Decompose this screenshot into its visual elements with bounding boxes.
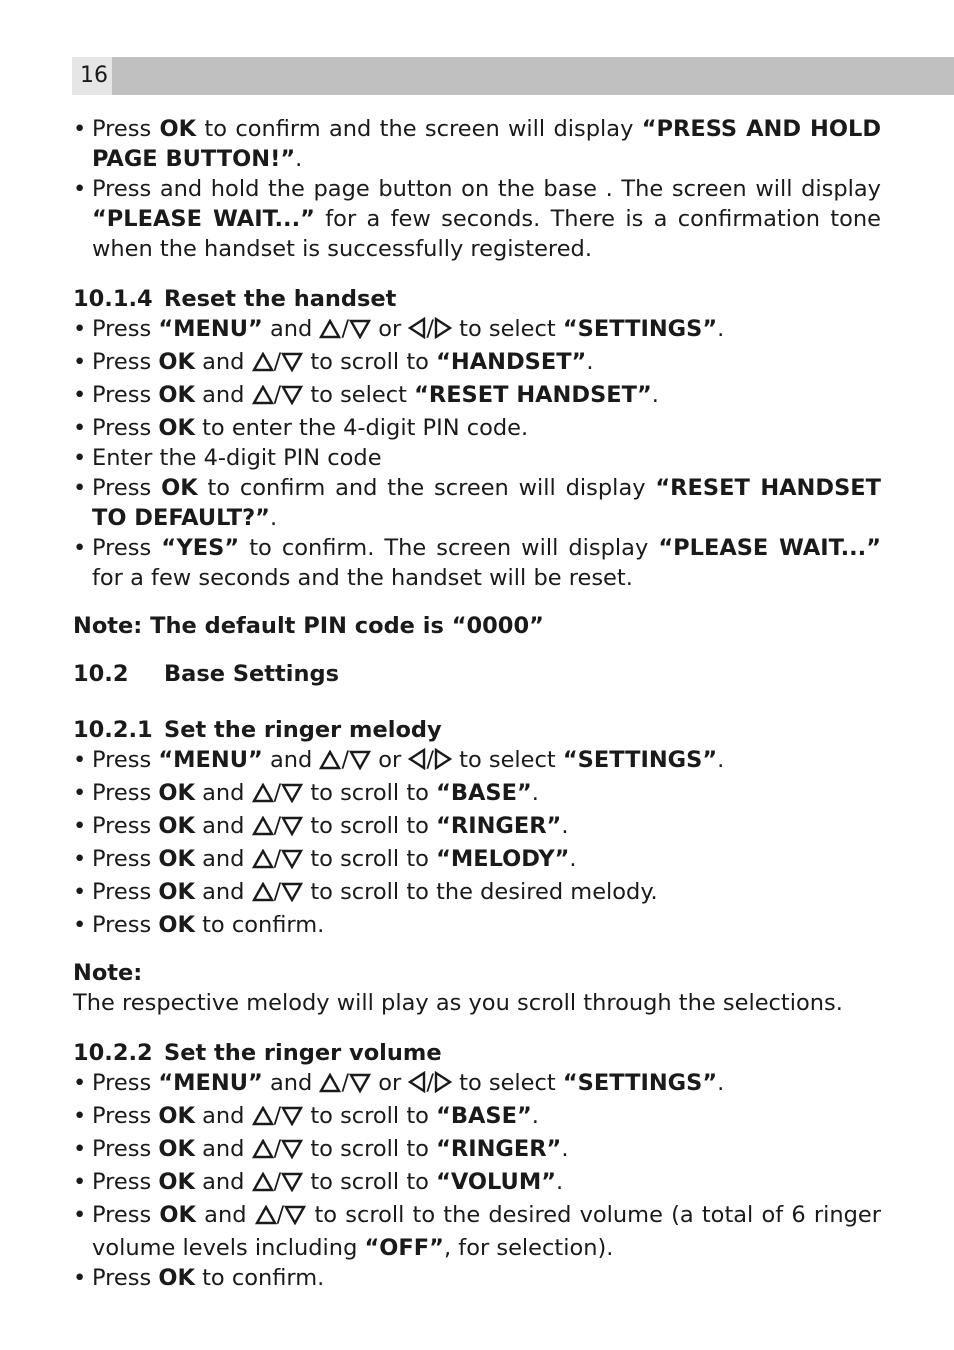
text: and: [262, 316, 320, 342]
text: and: [194, 349, 252, 375]
list-item: [73, 174, 881, 264]
section-number: 10.2.2: [73, 1040, 153, 1066]
text: and: [195, 1202, 255, 1228]
slash-separator: /: [273, 382, 282, 408]
down-arrow-icon: [349, 317, 371, 347]
down-arrow-icon: [281, 781, 303, 811]
text: and: [194, 879, 252, 905]
key-ok: OK: [161, 475, 198, 501]
text: to select: [451, 1070, 563, 1096]
bullet-dot: •: [73, 879, 87, 905]
key-ok: OK: [159, 1202, 196, 1228]
text: to confirm. The screen will display: [239, 535, 659, 561]
bullet-dot: •: [73, 1103, 87, 1129]
down-arrow-icon: [281, 1170, 303, 1200]
text: .: [295, 146, 303, 172]
text: to scroll to the desired volume (a total of 6 ringer volume levels including: [92, 1202, 881, 1261]
down-arrow-icon: [284, 1203, 306, 1233]
list-item: [73, 844, 881, 877]
right-arrow-icon: [434, 317, 452, 347]
key-ok: OK: [158, 846, 195, 872]
text: Press: [92, 1103, 159, 1129]
screen-message: “RESET HANDSET TO DEFAULT?”: [92, 475, 881, 531]
text: Press: [92, 1136, 159, 1162]
page-header-bar: [72, 57, 954, 95]
section-title: Set the ringer melody: [164, 717, 442, 743]
text: and: [194, 780, 252, 806]
text: .: [586, 349, 594, 375]
text: and: [262, 1070, 320, 1096]
bullet-dot: •: [73, 813, 87, 839]
text: for a few seconds and the handset will be reset.: [92, 565, 633, 591]
up-arrow-icon: [252, 781, 274, 811]
key-menu: “MENU”: [158, 1070, 263, 1096]
list-item: [73, 347, 881, 380]
text: , for selection).: [443, 1235, 614, 1261]
text: to enter the 4-digit PIN code.: [194, 415, 529, 441]
key-ok: OK: [158, 1136, 195, 1162]
text: .: [717, 316, 725, 342]
section-number: 10.1.4: [73, 286, 153, 312]
text: to confirm and the screen will display: [197, 475, 656, 501]
text: Press: [92, 475, 162, 501]
screen-message: “HANDSET”: [436, 349, 587, 375]
screen-message: “SETTINGS”: [562, 747, 718, 773]
down-arrow-icon: [281, 350, 303, 380]
text: .: [651, 382, 659, 408]
list-item: [73, 1263, 881, 1293]
up-arrow-icon: [255, 1203, 277, 1233]
slash-separator: /: [426, 1070, 434, 1096]
down-arrow-icon: [281, 847, 303, 877]
up-arrow-icon: [252, 880, 274, 910]
text: to scroll to: [303, 1103, 437, 1129]
slash-separator: /: [273, 813, 282, 839]
text: to select: [303, 382, 415, 408]
screen-message: “RINGER”: [436, 1136, 562, 1162]
list-item: [73, 1101, 881, 1134]
up-arrow-icon: [252, 1137, 274, 1167]
slash-separator: /: [426, 316, 434, 342]
bullet-dot: •: [73, 780, 87, 806]
text: Press: [92, 780, 159, 806]
right-arrow-icon: [434, 748, 452, 778]
screen-message: “PLEASE WAIT...”: [92, 206, 315, 232]
down-arrow-icon: [281, 814, 303, 844]
section-title: Set the ringer volume: [164, 1040, 442, 1066]
text: to confirm.: [194, 912, 325, 938]
list-item: [73, 443, 881, 473]
list-item: [73, 473, 881, 533]
list-item: [73, 1134, 881, 1167]
bullet-dot: •: [73, 382, 87, 408]
bullet-dot: •: [73, 1265, 87, 1291]
text: Press: [92, 747, 159, 773]
bullet-dot: •: [73, 475, 87, 501]
text: Press: [92, 1202, 160, 1228]
text: and: [194, 1136, 252, 1162]
text: for a few seconds. There is a confirmation tone when the handset is successfully registered.: [92, 206, 881, 262]
up-arrow-icon: [319, 317, 341, 347]
slash-separator: /: [273, 846, 282, 872]
section-title: Reset the handset: [164, 286, 397, 312]
text: Press: [92, 1265, 159, 1291]
text: to scroll to: [303, 780, 437, 806]
text: Enter the 4-digit PIN code: [92, 445, 382, 471]
section-number: 10.2: [73, 661, 129, 687]
text: .: [556, 1169, 564, 1195]
text: Press: [92, 846, 159, 872]
down-arrow-icon: [281, 880, 303, 910]
key-ok: OK: [159, 116, 197, 142]
bullet-dot: •: [73, 415, 87, 441]
section-heading: [73, 715, 881, 745]
text: and: [194, 813, 252, 839]
note-default-pin: Note: The default PIN code is “0000”: [73, 613, 544, 639]
text: Press: [92, 879, 159, 905]
slash-separator: /: [341, 316, 350, 342]
key-ok: OK: [158, 813, 195, 839]
slash-separator: /: [341, 747, 350, 773]
down-arrow-icon: [349, 748, 371, 778]
list-item: [73, 380, 881, 413]
key-ok: OK: [158, 415, 195, 441]
bullet-dot: •: [73, 316, 87, 342]
text: to scroll to: [303, 1136, 437, 1162]
slash-separator: /: [273, 780, 282, 806]
screen-message: “OFF”: [364, 1235, 444, 1261]
text: to select: [451, 747, 563, 773]
screen-message: “PLEASE WAIT...”: [658, 535, 881, 561]
bullet-dot: •: [73, 1169, 87, 1195]
list-item: [73, 1167, 881, 1200]
up-arrow-icon: [252, 350, 274, 380]
slash-separator: /: [276, 1202, 285, 1228]
text: Press: [92, 116, 160, 142]
text: Press: [92, 813, 159, 839]
screen-message: “BASE”: [436, 780, 532, 806]
bullet-dot: •: [73, 1136, 87, 1162]
slash-separator: /: [273, 1103, 282, 1129]
screen-message: “SETTINGS”: [562, 316, 718, 342]
text: .: [561, 813, 569, 839]
text: to scroll to: [303, 846, 437, 872]
text: to select: [451, 316, 563, 342]
key-ok: OK: [158, 1265, 195, 1291]
section-number: 10.2.1: [73, 717, 153, 743]
text: Press: [92, 316, 159, 342]
key-menu: “MENU”: [158, 316, 263, 342]
key-yes: “YES”: [161, 535, 240, 561]
page-number: 16: [72, 57, 112, 95]
screen-message: “MELODY”: [436, 846, 570, 872]
text: Press: [92, 535, 162, 561]
text: and: [194, 1169, 252, 1195]
text: Press: [92, 382, 159, 408]
left-arrow-icon: [408, 317, 426, 347]
text: and: [262, 747, 320, 773]
text: Press: [92, 349, 159, 375]
up-arrow-icon: [252, 1104, 274, 1134]
left-arrow-icon: [408, 748, 426, 778]
key-ok: OK: [158, 349, 195, 375]
screen-message: “RINGER”: [436, 813, 562, 839]
list-item: [73, 910, 881, 940]
text: to scroll to: [303, 813, 437, 839]
text: and: [194, 846, 252, 872]
screen-message: “VOLUM”: [436, 1169, 556, 1195]
section-heading: [73, 284, 881, 314]
slash-separator: /: [273, 349, 282, 375]
slash-separator: /: [273, 1136, 282, 1162]
note-text: The respective melody will play as you scroll through the selections.: [73, 990, 843, 1016]
up-arrow-icon: [252, 847, 274, 877]
bullet-dot: •: [73, 1070, 87, 1096]
list-item: [73, 811, 881, 844]
left-arrow-icon: [408, 1071, 426, 1101]
text: .: [569, 846, 577, 872]
list-item: [73, 314, 881, 347]
list-item: [73, 413, 881, 443]
bullet-dot: •: [73, 535, 87, 561]
up-arrow-icon: [252, 383, 274, 413]
text: to scroll to: [303, 349, 437, 375]
screen-message: “PRESS AND HOLD PAGE BUTTON!”: [92, 116, 881, 172]
right-arrow-icon: [434, 1071, 452, 1101]
note-label: Note:: [73, 960, 143, 986]
down-arrow-icon: [281, 1104, 303, 1134]
list-item: [73, 745, 881, 778]
key-ok: OK: [158, 879, 195, 905]
bullet-dot: •: [73, 176, 87, 202]
down-arrow-icon: [281, 1137, 303, 1167]
screen-message: “SETTINGS”: [562, 1070, 718, 1096]
bullet-dot: •: [73, 445, 87, 471]
text: or: [371, 747, 409, 773]
bullet-dot: •: [73, 912, 87, 938]
list-item: [73, 1068, 881, 1101]
list-item: [73, 778, 881, 811]
bullet-dot: •: [73, 747, 87, 773]
key-ok: OK: [158, 912, 195, 938]
text: Press: [92, 1070, 159, 1096]
section-heading: [73, 659, 881, 689]
down-arrow-icon: [281, 383, 303, 413]
up-arrow-icon: [319, 748, 341, 778]
list-item: [73, 533, 881, 593]
bullet-dot: •: [73, 349, 87, 375]
up-arrow-icon: [319, 1071, 341, 1101]
down-arrow-icon: [349, 1071, 371, 1101]
list-item: [73, 1200, 881, 1263]
text: .: [717, 1070, 725, 1096]
text: to confirm and the screen will display: [196, 116, 642, 142]
slash-separator: /: [273, 1169, 282, 1195]
slash-separator: /: [426, 747, 434, 773]
text: or: [371, 1070, 409, 1096]
section-title: Base Settings: [164, 661, 340, 687]
text: .: [269, 505, 278, 531]
key-ok: OK: [158, 1103, 195, 1129]
text: .: [717, 747, 725, 773]
text: and: [194, 382, 252, 408]
screen-message: “BASE”: [436, 1103, 532, 1129]
text: to scroll to the desired melody.: [303, 879, 658, 905]
text: Press: [92, 1169, 159, 1195]
page-content: [73, 114, 881, 1293]
bullet-dot: •: [73, 1202, 87, 1228]
text: to confirm.: [194, 1265, 325, 1291]
text: .: [561, 1136, 569, 1162]
screen-message: “RESET HANDSET”: [414, 382, 652, 408]
up-arrow-icon: [252, 814, 274, 844]
key-ok: OK: [158, 382, 195, 408]
text: Press and hold the page button on the base . The screen will display: [92, 176, 881, 202]
text: or: [371, 316, 409, 342]
key-ok: OK: [158, 1169, 195, 1195]
text: .: [531, 1103, 539, 1129]
text: Press: [92, 912, 159, 938]
bullet-dot: •: [73, 846, 87, 872]
bullet-dot: •: [73, 116, 87, 142]
list-item: [73, 114, 881, 174]
text: and: [194, 1103, 252, 1129]
text: Press: [92, 415, 159, 441]
text: .: [531, 780, 539, 806]
list-item: [73, 877, 881, 910]
section-heading: [73, 1038, 881, 1068]
up-arrow-icon: [252, 1170, 274, 1200]
text: to scroll to: [303, 1169, 437, 1195]
slash-separator: /: [341, 1070, 350, 1096]
slash-separator: /: [273, 879, 282, 905]
key-menu: “MENU”: [158, 747, 263, 773]
key-ok: OK: [158, 780, 195, 806]
